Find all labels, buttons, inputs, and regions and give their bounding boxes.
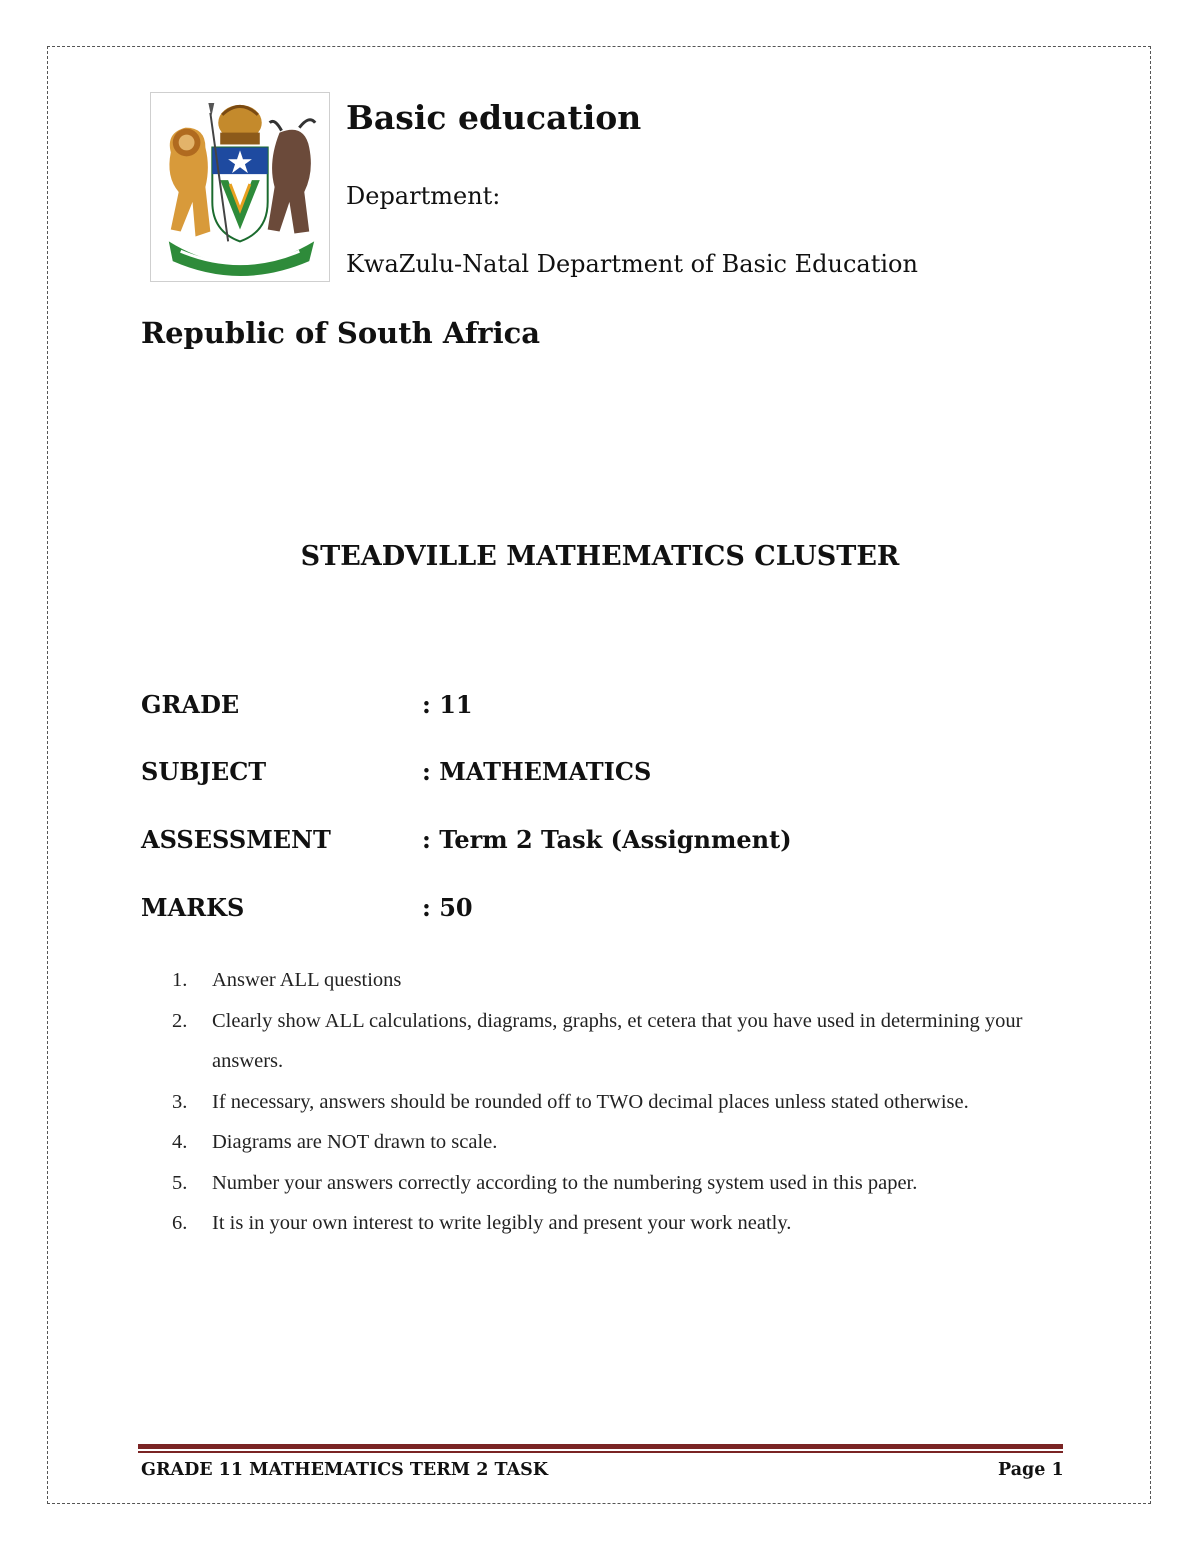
info-label: SUBJECT (141, 757, 267, 786)
info-label: MARKS (141, 893, 245, 922)
instruction-number: 1. (172, 969, 188, 991)
header-title: Basic education (346, 98, 642, 137)
instruction-text: Answer ALL questions (212, 969, 402, 991)
instruction-number: 4. (172, 1131, 188, 1153)
info-label: ASSESSMENT (141, 825, 331, 854)
instruction-item (172, 1122, 1042, 1163)
instruction-item (172, 1082, 1042, 1123)
cluster-title: STEADVILLE MATHEMATICS CLUSTER (300, 541, 900, 572)
footer-rule-thin (138, 1451, 1063, 1453)
info-label: GRADE (141, 690, 240, 719)
instructions-list (172, 960, 1042, 1244)
instruction-item (172, 1203, 1042, 1244)
footer-rule (138, 1444, 1063, 1449)
instruction-number: 3. (172, 1090, 188, 1113)
info-value: : 11 (422, 690, 473, 719)
instruction-item (172, 960, 1042, 1001)
instruction-number: 2. (172, 1009, 188, 1032)
instruction-text: Number your answers correctly according to the numbering system used in this paper. (212, 1171, 918, 1194)
instruction-text: If necessary, answers should be rounded off to TWO decimal places unless stated otherwise. (212, 1090, 969, 1113)
department-name: KwaZulu-Natal Department of Basic Education (346, 250, 918, 278)
coat-of-arms-icon (150, 92, 330, 282)
instruction-text: Diagrams are NOT drawn to scale. (212, 1131, 498, 1153)
info-value: : 50 (422, 893, 473, 922)
instruction-text: Clearly show ALL calculations, diagrams, graphs, et cetera that you have used in determining your answers. (212, 1009, 1023, 1072)
instruction-item (172, 1163, 1042, 1204)
republic-heading: Republic of South Africa (141, 316, 541, 350)
instruction-text: It is in your own interest to write legibly and present your work neatly. (212, 1212, 792, 1234)
info-value: : MATHEMATICS (422, 757, 652, 786)
instruction-item (172, 1001, 1042, 1082)
instruction-number: 5. (172, 1171, 188, 1194)
info-value: : Term 2 Task (Assignment) (422, 825, 792, 854)
page-number: Page 1 (998, 1460, 1064, 1480)
instruction-number: 6. (172, 1212, 188, 1234)
footer-title: GRADE 11 MATHEMATICS TERM 2 TASK (141, 1460, 548, 1480)
department-label: Department: (346, 182, 501, 210)
coat-of-arms-graphic (151, 93, 329, 281)
